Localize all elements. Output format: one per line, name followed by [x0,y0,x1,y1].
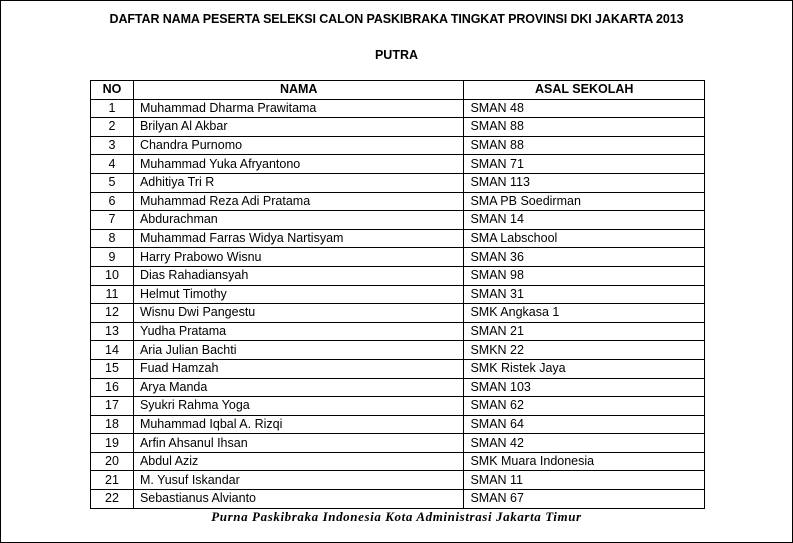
table-row [91,266,705,285]
cell-nama: Syukri Rahma Yoga [133,397,464,416]
table-row [91,397,705,416]
cell-asal-sekolah: SMAN 103 [464,378,705,397]
cell-asal-sekolah: SMAN 88 [464,136,705,155]
table-row [91,490,705,509]
cell-nama: Wisnu Dwi Pangestu [133,304,464,323]
cell-asal-sekolah: SMAN 88 [464,118,705,137]
table-row [91,359,705,378]
cell-asal-sekolah: SMAN 98 [464,266,705,285]
cell-asal-sekolah: SMAN 31 [464,285,705,304]
cell-nama: Arya Manda [133,378,464,397]
cell-nama: Fuad Hamzah [133,359,464,378]
table-row [91,155,705,174]
cell-nama: Yudha Pratama [133,322,464,341]
cell-asal-sekolah: SMAN 71 [464,155,705,174]
cell-nama: Aria Julian Bachti [133,341,464,360]
table-row [91,136,705,155]
header-nama: NAMA [133,81,464,100]
cell-nama: Muhammad Yuka Afryantono [133,155,464,174]
cell-no: 1 [91,99,134,118]
cell-asal-sekolah: SMAN 48 [464,99,705,118]
cell-no: 8 [91,229,134,248]
cell-asal-sekolah: SMAN 11 [464,471,705,490]
cell-nama: M. Yusuf Iskandar [133,471,464,490]
table-row [91,211,705,230]
header-asal-sekolah: ASAL SEKOLAH [464,81,705,100]
cell-asal-sekolah: SMA PB Soedirman [464,192,705,211]
cell-no: 22 [91,490,134,509]
table-row [91,322,705,341]
cell-nama: Abdul Aziz [133,452,464,471]
cell-asal-sekolah: SMK Angkasa 1 [464,304,705,323]
cell-nama: Abdurachman [133,211,464,230]
cell-asal-sekolah: SMAN 64 [464,415,705,434]
cell-asal-sekolah: SMK Ristek Jaya [464,359,705,378]
participant-table [90,80,705,509]
cell-no: 6 [91,192,134,211]
table-row [91,173,705,192]
cell-no: 19 [91,434,134,453]
table-row [91,285,705,304]
cell-no: 21 [91,471,134,490]
table-row [91,434,705,453]
cell-asal-sekolah: SMAN 42 [464,434,705,453]
cell-no: 16 [91,378,134,397]
table-row [91,192,705,211]
cell-no: 3 [91,136,134,155]
cell-no: 10 [91,266,134,285]
table-row [91,341,705,360]
cell-no: 2 [91,118,134,137]
cell-nama: Helmut Timothy [133,285,464,304]
document-title: DAFTAR NAMA PESERTA SELEKSI CALON PASKIBRAKA TINGKAT PROVINSI DKI JAKARTA 2013 [109,12,684,26]
table-row [91,118,705,137]
table-body [91,99,705,508]
document-subtitle: PUTRA [374,48,419,62]
cell-nama: Adhitiya Tri R [133,173,464,192]
document-footer: Purna Paskibraka Indonesia Kota Administrasi Jakarta Timur [211,509,582,524]
cell-no: 17 [91,397,134,416]
cell-nama: Dias Rahadiansyah [133,266,464,285]
cell-asal-sekolah: SMAN 21 [464,322,705,341]
table-row [91,304,705,323]
header-no: NO [91,81,134,100]
cell-asal-sekolah: SMAN 14 [464,211,705,230]
cell-nama: Sebastianus Alvianto [133,490,464,509]
cell-nama: Muhammad Iqbal A. Rizqi [133,415,464,434]
cell-nama: Arfin Ahsanul Ihsan [133,434,464,453]
table-row [91,248,705,267]
cell-no: 12 [91,304,134,323]
cell-no: 20 [91,452,134,471]
cell-no: 18 [91,415,134,434]
cell-no: 4 [91,155,134,174]
table-row [91,471,705,490]
table-row [91,452,705,471]
cell-no: 9 [91,248,134,267]
cell-nama: Brilyan Al Akbar [133,118,464,137]
cell-no: 13 [91,322,134,341]
cell-asal-sekolah: SMA Labschool [464,229,705,248]
cell-no: 5 [91,173,134,192]
cell-nama: Chandra Purnomo [133,136,464,155]
cell-asal-sekolah: SMAN 36 [464,248,705,267]
table-row [91,415,705,434]
cell-no: 7 [91,211,134,230]
table-row [91,99,705,118]
cell-nama: Muhammad Farras Widya Nartisyam [133,229,464,248]
cell-asal-sekolah: SMK Muara Indonesia [464,452,705,471]
cell-no: 15 [91,359,134,378]
cell-asal-sekolah: SMAN 62 [464,397,705,416]
cell-nama: Harry Prabowo Wisnu [133,248,464,267]
cell-no: 11 [91,285,134,304]
cell-asal-sekolah: SMKN 22 [464,341,705,360]
table-row [91,378,705,397]
cell-no: 14 [91,341,134,360]
table-row [91,229,705,248]
cell-nama: Muhammad Reza Adi Pratama [133,192,464,211]
cell-asal-sekolah: SMAN 113 [464,173,705,192]
table-header-row [91,81,705,100]
cell-nama: Muhammad Dharma Prawitama [133,99,464,118]
cell-asal-sekolah: SMAN 67 [464,490,705,509]
